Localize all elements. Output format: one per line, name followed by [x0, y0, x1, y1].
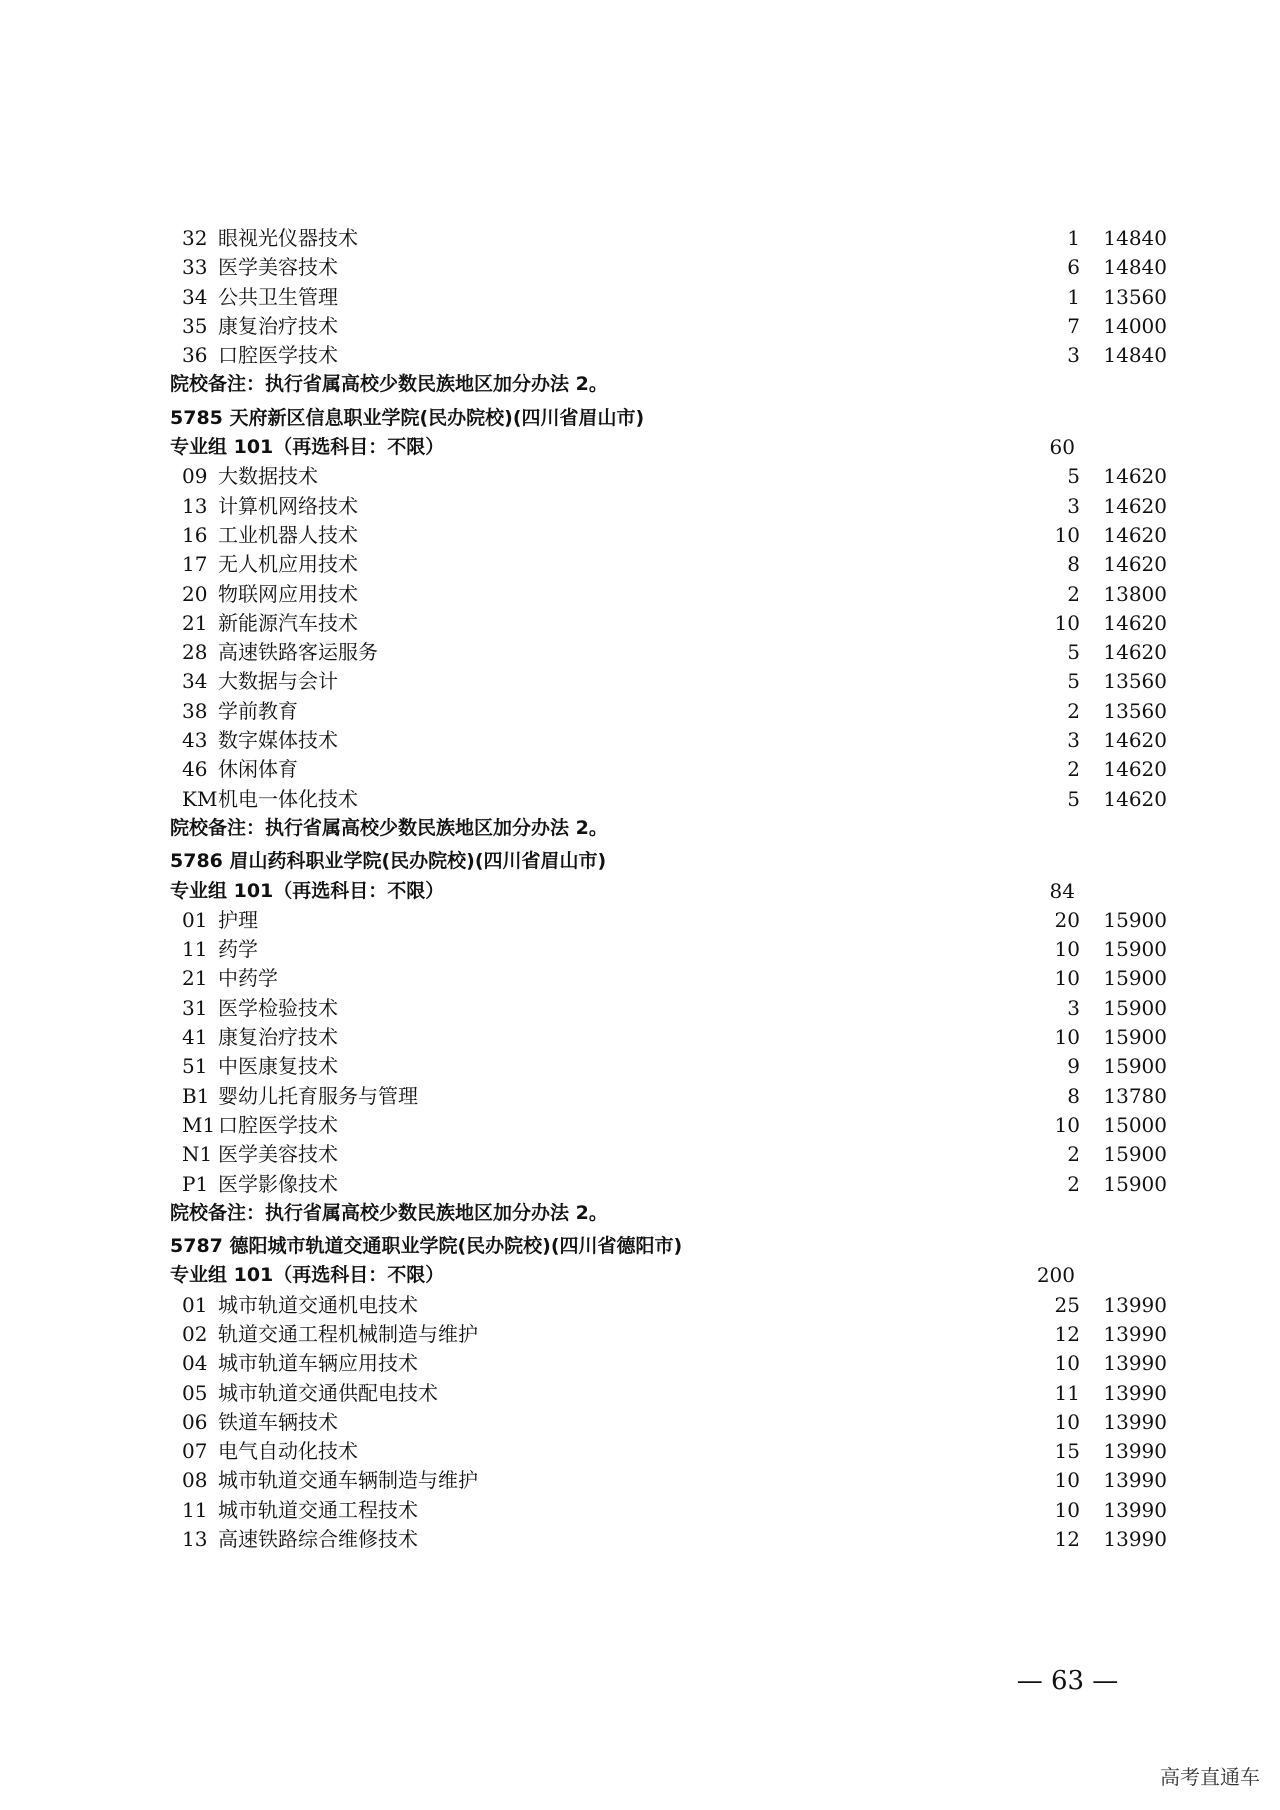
institution-header: 5785 天府新区信息职业学院(民办院校)(四川省眉山市) [170, 406, 645, 429]
program-name: 高速铁路综合维修技术 [218, 1527, 418, 1552]
program-code: KM [182, 786, 218, 811]
program-code: 11 [182, 1497, 208, 1522]
program-row [170, 1170, 1167, 1199]
tuition-fee: 13990 [1103, 1468, 1167, 1493]
program-row [170, 609, 1167, 638]
enrollment-count: 10 [1054, 522, 1080, 547]
enrollment-count: 15 [1054, 1439, 1080, 1464]
tuition-fee: 13560 [1103, 698, 1167, 723]
program-row [170, 1140, 1167, 1169]
program-code: 38 [182, 698, 208, 723]
program-name: 城市轨道交通车辆制造与维护 [218, 1468, 478, 1493]
tuition-fee: 13990 [1103, 1380, 1167, 1405]
program-code: 06 [182, 1409, 208, 1434]
enrollment-count: 12 [1054, 1527, 1080, 1552]
program-row [170, 994, 1167, 1023]
program-name: 药学 [218, 937, 258, 962]
program-name: 城市轨道交通工程技术 [218, 1497, 418, 1522]
program-code: 35 [182, 313, 208, 338]
program-row [170, 312, 1167, 341]
program-code: 21 [182, 610, 208, 635]
program-name: 休闲体育 [218, 757, 298, 782]
institution-note: 院校备注：执行省属高校少数民族地区加分办法 2。 [170, 1201, 608, 1224]
major-group-name: 专业组 101（再选科目：不限） [170, 1264, 445, 1287]
program-name: 婴幼儿托育服务与管理 [218, 1083, 418, 1108]
enrollment-count: 3 [1067, 493, 1080, 518]
enrollment-count: 10 [1054, 1409, 1080, 1434]
program-name: 机电一体化技术 [218, 786, 358, 811]
program-row [170, 1408, 1167, 1437]
program-code: 21 [182, 966, 208, 991]
major-group-count: 200 [1036, 1263, 1075, 1288]
tuition-fee: 14000 [1103, 313, 1167, 338]
program-row [170, 1111, 1167, 1140]
major-group-row [170, 1261, 1140, 1290]
tuition-fee: 15900 [1103, 1142, 1167, 1167]
enrollment-count: 2 [1067, 1142, 1080, 1167]
enrollment-count: 5 [1067, 786, 1080, 811]
program-code: 02 [182, 1321, 208, 1346]
program-code: 46 [182, 757, 208, 782]
tuition-fee: 13990 [1103, 1292, 1167, 1317]
program-row [170, 755, 1167, 784]
enrollment-count: 9 [1067, 1054, 1080, 1079]
program-name: 工业机器人技术 [218, 522, 358, 547]
program-code: M1 [182, 1112, 216, 1137]
program-row [170, 521, 1167, 550]
program-row [170, 785, 1167, 814]
program-row [170, 283, 1167, 312]
program-name: 康复治疗技术 [218, 313, 338, 338]
enrollment-count: 10 [1054, 1497, 1080, 1522]
enrollment-count: 10 [1054, 937, 1080, 962]
program-row [170, 1525, 1167, 1554]
program-name: 口腔医学技术 [218, 1112, 338, 1137]
enrollment-count: 12 [1054, 1321, 1080, 1346]
program-name: 轨道交通工程机械制造与维护 [218, 1321, 478, 1346]
tuition-fee: 15900 [1103, 1025, 1167, 1050]
program-row [170, 253, 1167, 282]
program-name: 高速铁路客运服务 [218, 640, 378, 665]
program-row [170, 224, 1167, 253]
program-code: 01 [182, 907, 208, 932]
tuition-fee: 13990 [1103, 1527, 1167, 1552]
program-name: 计算机网络技术 [218, 493, 358, 518]
program-row [170, 1023, 1167, 1052]
program-name: 公共卫生管理 [218, 284, 338, 309]
program-code: 34 [182, 669, 208, 694]
enrollment-count: 8 [1067, 552, 1080, 577]
major-group-row [170, 877, 1140, 906]
program-row [170, 1291, 1167, 1320]
program-row [170, 935, 1167, 964]
enrollment-count: 7 [1067, 313, 1080, 338]
enrollment-count: 5 [1067, 669, 1080, 694]
tuition-fee: 14620 [1103, 464, 1167, 489]
tuition-fee: 13990 [1103, 1409, 1167, 1434]
tuition-fee: 14840 [1103, 255, 1167, 280]
program-code: 36 [182, 343, 208, 368]
program-name: 城市轨道车辆应用技术 [218, 1351, 418, 1376]
program-code: P1 [182, 1171, 209, 1196]
program-row [170, 341, 1167, 370]
program-name: 城市轨道交通供配电技术 [218, 1380, 438, 1405]
enrollment-count: 2 [1067, 698, 1080, 723]
tuition-fee: 15900 [1103, 1054, 1167, 1079]
institution-note: 院校备注：执行省属高校少数民族地区加分办法 2。 [170, 816, 608, 839]
tuition-fee: 14620 [1103, 493, 1167, 518]
program-name: 眼视光仪器技术 [218, 226, 358, 250]
institution-header: 5787 德阳城市轨道交通职业学院(民办院校)(四川省德阳市) [170, 1235, 683, 1258]
program-code: 34 [182, 284, 208, 309]
tuition-fee: 15900 [1103, 995, 1167, 1020]
enrollment-count: 10 [1054, 1468, 1080, 1493]
program-row [170, 550, 1167, 579]
major-group-name: 专业组 101（再选科目：不限） [170, 879, 445, 902]
program-name: 医学检验技术 [218, 995, 338, 1020]
program-row [170, 1496, 1167, 1525]
program-name: 中医康复技术 [218, 1054, 338, 1079]
enrollment-count: 10 [1054, 966, 1080, 991]
enrollment-count: 3 [1067, 995, 1080, 1020]
enrollment-count: 20 [1054, 907, 1080, 932]
program-code: 11 [182, 937, 208, 962]
program-row [170, 906, 1167, 935]
page-number: — 63 — [1016, 1666, 1119, 1696]
enrollment-count: 10 [1054, 1351, 1080, 1376]
program-row [170, 1437, 1167, 1466]
program-row [170, 462, 1167, 491]
tuition-fee: 14620 [1103, 610, 1167, 635]
tuition-fee: 15900 [1103, 937, 1167, 962]
program-row [170, 638, 1167, 667]
enrollment-count: 2 [1067, 1171, 1080, 1196]
enrollment-count: 11 [1054, 1380, 1080, 1405]
document-body [170, 224, 1167, 1554]
program-code: B1 [182, 1083, 210, 1108]
tuition-fee: 13780 [1103, 1083, 1167, 1108]
program-name: 城市轨道交通机电技术 [218, 1292, 418, 1317]
program-name: 物联网应用技术 [218, 581, 358, 606]
program-code: 13 [182, 1527, 208, 1552]
tuition-fee: 14620 [1103, 757, 1167, 782]
program-code: 05 [182, 1380, 208, 1405]
program-row [170, 492, 1167, 521]
tuition-fee: 15000 [1103, 1112, 1167, 1137]
program-name: 大数据与会计 [218, 669, 338, 694]
program-name: 中药学 [218, 966, 278, 991]
program-code: 08 [182, 1468, 208, 1493]
program-code: 09 [182, 464, 208, 489]
program-code: 16 [182, 522, 208, 547]
enrollment-count: 3 [1067, 343, 1080, 368]
program-name: 护理 [218, 907, 258, 932]
tuition-fee: 13560 [1103, 284, 1167, 309]
tuition-fee: 13990 [1103, 1321, 1167, 1346]
program-code: 33 [182, 255, 208, 280]
program-row [170, 1052, 1167, 1081]
program-code: 41 [182, 1025, 208, 1050]
program-row [170, 1466, 1167, 1495]
enrollment-count: 10 [1054, 1025, 1080, 1050]
program-row [170, 1349, 1167, 1378]
tuition-fee: 14620 [1103, 728, 1167, 753]
program-row [170, 697, 1167, 726]
program-row [170, 1082, 1167, 1111]
enrollment-count: 6 [1067, 255, 1080, 280]
enrollment-count: 2 [1067, 757, 1080, 782]
program-code: 01 [182, 1292, 208, 1317]
program-code: 13 [182, 493, 208, 518]
program-name: 口腔医学技术 [218, 343, 338, 368]
tuition-fee: 13990 [1103, 1439, 1167, 1464]
major-group-count: 84 [1049, 878, 1075, 903]
program-code: 07 [182, 1439, 208, 1464]
program-row [170, 1320, 1167, 1349]
tuition-fee: 14620 [1103, 786, 1167, 811]
enrollment-count: 1 [1067, 284, 1080, 309]
program-code: 20 [182, 581, 208, 606]
program-code: 51 [182, 1054, 208, 1079]
program-name: 新能源汽车技术 [218, 610, 358, 635]
program-name: 医学美容技术 [218, 255, 338, 280]
program-row [170, 964, 1167, 993]
institution-note: 院校备注：执行省属高校少数民族地区加分办法 2。 [170, 373, 608, 396]
program-name: 大数据技术 [218, 464, 318, 489]
watermark: 高考直通车 [1160, 1765, 1260, 1789]
program-name: 康复治疗技术 [218, 1025, 338, 1050]
program-row [170, 1379, 1167, 1408]
program-code: 28 [182, 640, 208, 665]
major-group-row [170, 433, 1140, 462]
program-name: 学前教育 [218, 698, 298, 723]
program-code: N1 [182, 1142, 213, 1167]
tuition-fee: 13560 [1103, 669, 1167, 694]
program-name: 铁道车辆技术 [218, 1409, 338, 1434]
tuition-fee: 13800 [1103, 581, 1167, 606]
program-row [170, 726, 1167, 755]
tuition-fee: 14620 [1103, 552, 1167, 577]
major-group-name: 专业组 101（再选科目：不限） [170, 436, 445, 459]
tuition-fee: 13990 [1103, 1351, 1167, 1376]
tuition-fee: 14620 [1103, 522, 1167, 547]
program-name: 数字媒体技术 [218, 728, 338, 753]
tuition-fee: 15900 [1103, 966, 1167, 991]
enrollment-count: 25 [1054, 1292, 1080, 1317]
program-code: 04 [182, 1351, 208, 1376]
program-row [170, 667, 1167, 696]
enrollment-count: 10 [1054, 610, 1080, 635]
program-code: 17 [182, 552, 208, 577]
enrollment-count: 1 [1067, 226, 1080, 250]
institution-header: 5786 眉山药科职业学院(民办院校)(四川省眉山市) [170, 850, 607, 873]
program-name: 电气自动化技术 [218, 1439, 358, 1464]
enrollment-count: 8 [1067, 1083, 1080, 1108]
program-name: 无人机应用技术 [218, 552, 358, 577]
enrollment-count: 5 [1067, 464, 1080, 489]
tuition-fee: 14840 [1103, 226, 1167, 250]
program-code: 31 [182, 995, 208, 1020]
tuition-fee: 15900 [1103, 1171, 1167, 1196]
enrollment-count: 5 [1067, 640, 1080, 665]
tuition-fee: 14620 [1103, 640, 1167, 665]
major-group-count: 60 [1049, 435, 1075, 460]
program-code: 32 [182, 226, 208, 250]
tuition-fee: 14840 [1103, 343, 1167, 368]
tuition-fee: 13990 [1103, 1497, 1167, 1522]
program-name: 医学影像技术 [218, 1171, 338, 1196]
program-name: 医学美容技术 [218, 1142, 338, 1167]
program-row [170, 580, 1167, 609]
enrollment-count: 3 [1067, 728, 1080, 753]
enrollment-count: 2 [1067, 581, 1080, 606]
enrollment-count: 10 [1054, 1112, 1080, 1137]
tuition-fee: 15900 [1103, 907, 1167, 932]
program-code: 43 [182, 728, 208, 753]
